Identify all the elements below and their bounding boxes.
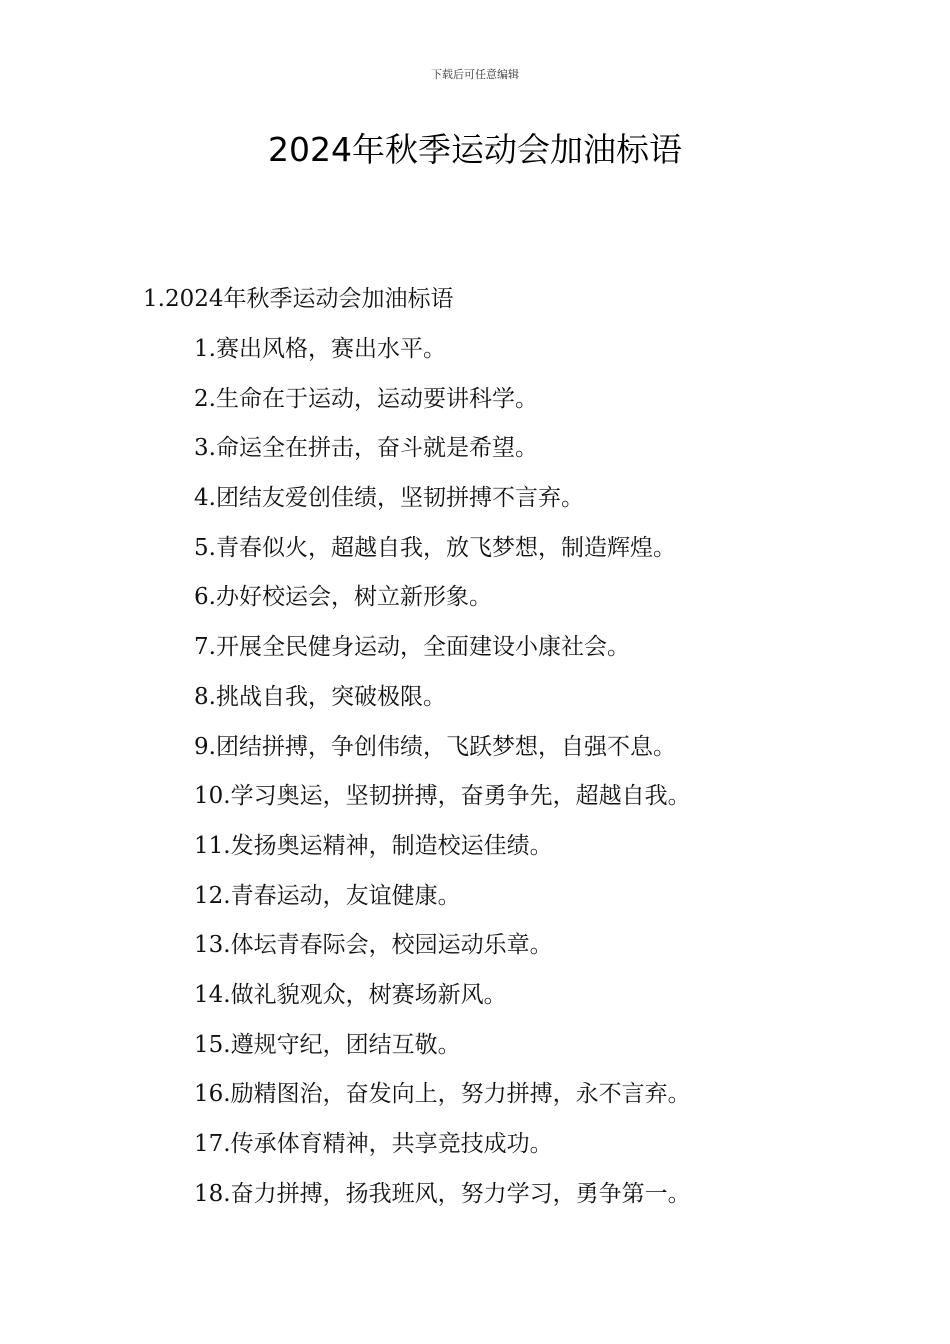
slogan-item: 14.做礼貌观众，树赛场新风。 — [194, 981, 507, 1008]
slogan-item: 15.遵规守纪，团结互敬。 — [194, 1031, 461, 1058]
slogan-item: 11.发扬奥运精神，制造校运佳绩。 — [194, 832, 553, 859]
slogan-item: 3.命运全在拼击，奋斗就是希望。 — [194, 435, 538, 462]
slogan-item: 6.办好校运会，树立新形象。 — [194, 584, 492, 611]
slogan-item: 17.传承体育精神，共享竞技成功。 — [194, 1131, 553, 1157]
slogan-item: 7.开展全民健身运动，全面建设小康社会。 — [194, 634, 630, 661]
slogan-item: 12.青春运动，友谊健康。 — [194, 882, 461, 909]
header-note: 下载后可任意编辑 — [431, 68, 519, 81]
slogan-item: 2.生命在于运动，运动要讲科学。 — [194, 385, 538, 412]
slogan-item: 16.励精图治，奋发向上，努力拼搏，永不言弃。 — [194, 1081, 691, 1108]
section-heading: 1.2024年秋季运动会加油标语 — [143, 286, 454, 312]
slogan-item: 4.团结友爱创佳绩，坚韧拼搏不言弃。 — [194, 485, 584, 512]
slogan-item: 18.奋力拼搏，扬我班风，努力学习，勇争第一。 — [194, 1180, 691, 1207]
slogan-item: 8.挑战自我，突破极限。 — [194, 683, 446, 710]
slogan-item: 9.团结拼搏，争创伟绩，飞跃梦想，自强不息。 — [194, 733, 676, 760]
document-title: 2024年秋季运动会加油标语 — [268, 130, 682, 169]
slogan-item: 10.学习奥运，坚韧拼搏，奋勇争先，超越自我。 — [194, 783, 691, 810]
slogan-item: 1.赛出风格，赛出水平。 — [194, 336, 446, 362]
slogan-list — [194, 333, 691, 1227]
slogan-item: 5.青春似火，超越自我，放飞梦想，制造辉煌。 — [194, 534, 676, 561]
slogan-item: 13.体坛青春际会，校园运动乐章。 — [194, 932, 553, 959]
